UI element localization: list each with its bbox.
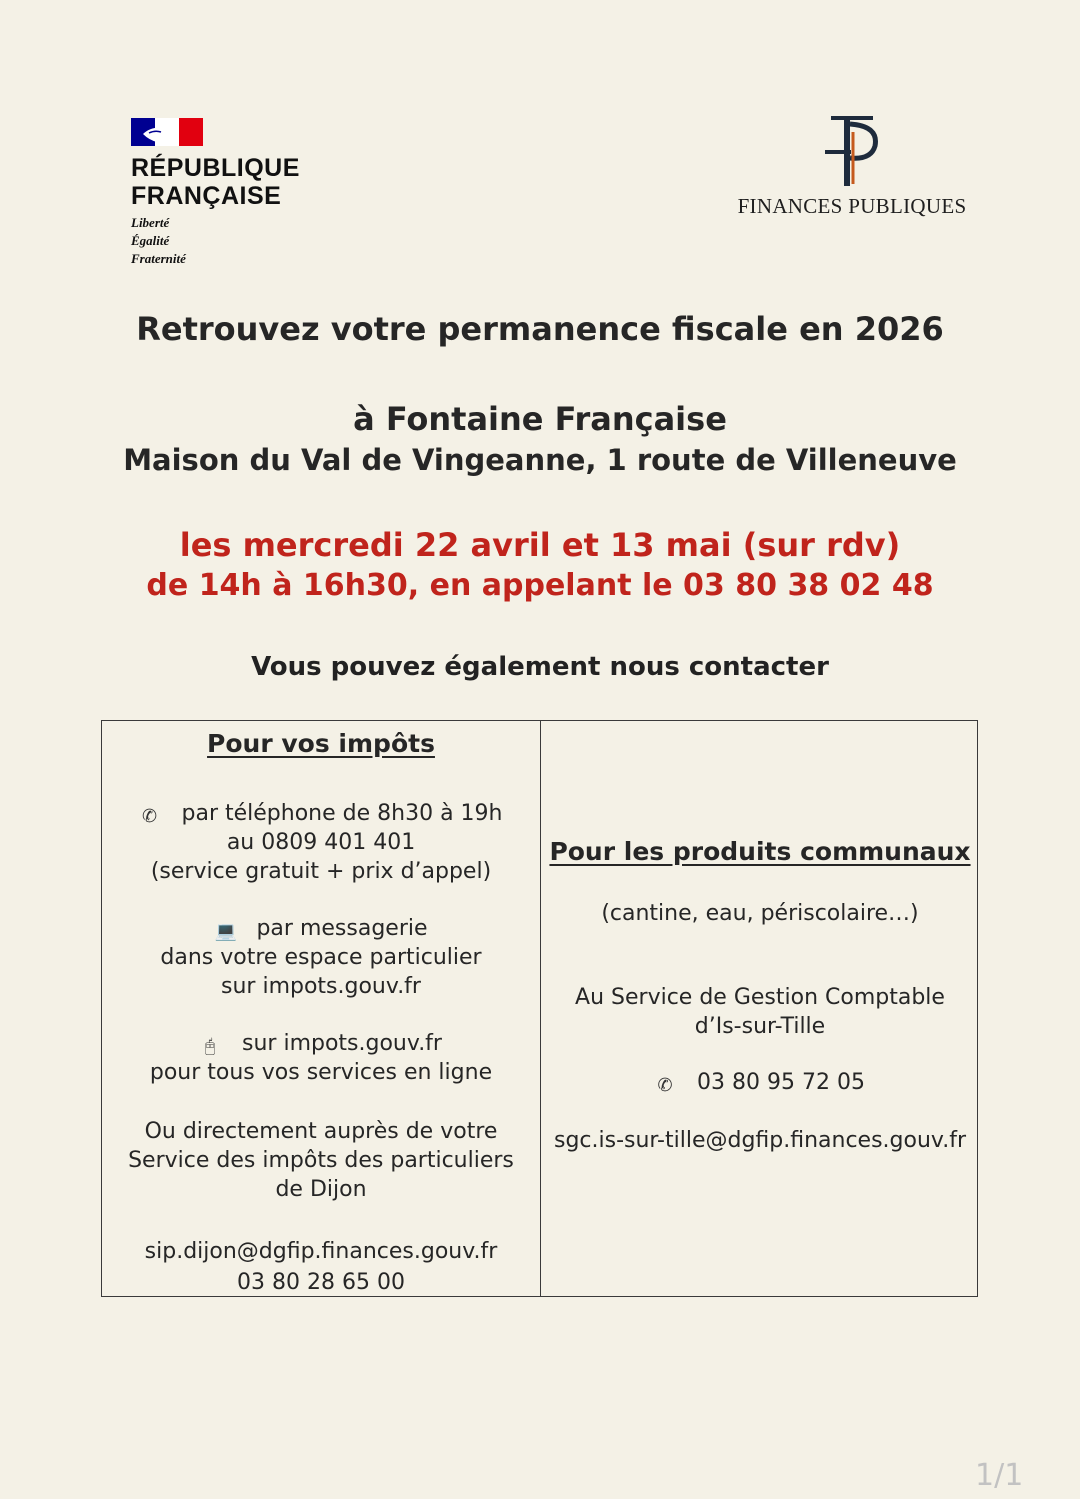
impots-online-line2: pour tous vos services en ligne bbox=[149, 1060, 493, 1085]
impots-phone-line3: (service gratuit + prix d’appel) bbox=[150, 859, 492, 884]
computer-icon: 💻 bbox=[214, 921, 237, 942]
impots-messaging-line2: dans votre espace particulier bbox=[160, 945, 482, 970]
rf-title-line2: FRANÇAISE bbox=[131, 182, 282, 210]
phone-icon: ✆ bbox=[657, 1075, 673, 1096]
impots-phone-text: par téléphone de 8h30 à 19h bbox=[181, 801, 503, 826]
location-address: Maison du Val de Vingeanne, 1 route de Villeneuve bbox=[123, 443, 957, 477]
impots-messaging-text: par messagerie bbox=[256, 916, 428, 941]
contact-heading: Vous pouvez également nous contacter bbox=[251, 652, 829, 682]
motto-liberte: Liberté bbox=[131, 215, 170, 230]
finances-publiques-logo bbox=[736, 112, 968, 219]
impots-online-line1 bbox=[102, 1029, 540, 1061]
communaux-phone-line bbox=[542, 1068, 978, 1100]
impots-email: sip.dijon@dgfip.finances.gouv.fr bbox=[144, 1239, 498, 1264]
impots-messaging-line3: sur impots.gouv.fr bbox=[221, 974, 421, 999]
finances-publiques-mark-icon bbox=[817, 112, 887, 192]
mouse-icon: 🖰 bbox=[204, 1036, 216, 1057]
communaux-service-line1: Au Service de Gestion Comptable bbox=[575, 985, 945, 1010]
rf-title-line1: RÉPUBLIQUE bbox=[131, 154, 300, 182]
schedule-dates: les mercredi 22 avril et 13 mai (sur rdv) bbox=[179, 526, 901, 564]
communaux-examples: (cantine, eau, périscolaire…) bbox=[601, 901, 919, 926]
finances-publiques-label: FINANCES PUBLIQUES bbox=[737, 194, 967, 218]
schedule-hours: de 14h à 16h30, en appelant le 03 80 38 02 48 bbox=[146, 568, 934, 603]
republique-francaise-logo bbox=[131, 118, 331, 268]
table-divider bbox=[540, 721, 541, 1296]
communaux-heading: Pour les produits communaux bbox=[549, 837, 971, 866]
impots-phone-line2: au 0809 401 401 bbox=[226, 830, 416, 855]
contact-table bbox=[101, 720, 978, 1297]
location-town: à Fontaine Française bbox=[353, 400, 727, 438]
motto-fraternite: Fraternité bbox=[131, 251, 186, 266]
impots-messaging-line1 bbox=[102, 914, 540, 946]
impots-direct-line2: Service des impôts des particuliers bbox=[128, 1148, 514, 1173]
impots-phone-direct: 03 80 28 65 00 bbox=[237, 1270, 405, 1295]
motto-egalite: Égalité bbox=[131, 233, 170, 248]
marianne-flag-icon bbox=[131, 118, 203, 146]
page-title: Retrouvez votre permanence fiscale en 2026 bbox=[136, 310, 944, 348]
impots-direct-line3: de Dijon bbox=[275, 1177, 367, 1202]
page-counter: 1/1 bbox=[975, 1458, 1024, 1493]
impots-phone-line1 bbox=[102, 799, 540, 831]
communaux-service-line2: d’Is-sur-Tille bbox=[694, 1014, 826, 1039]
communaux-phone: 03 80 95 72 05 bbox=[697, 1070, 865, 1095]
impots-online-text: sur impots.gouv.fr bbox=[242, 1031, 442, 1056]
impots-direct-line1: Ou directement auprès de votre bbox=[144, 1119, 498, 1144]
communaux-email: sgc.is-sur-tille@dgfip.finances.gouv.fr bbox=[553, 1128, 967, 1153]
phone-icon: ✆ bbox=[141, 806, 158, 827]
impots-heading: Pour vos impôts bbox=[207, 729, 435, 758]
